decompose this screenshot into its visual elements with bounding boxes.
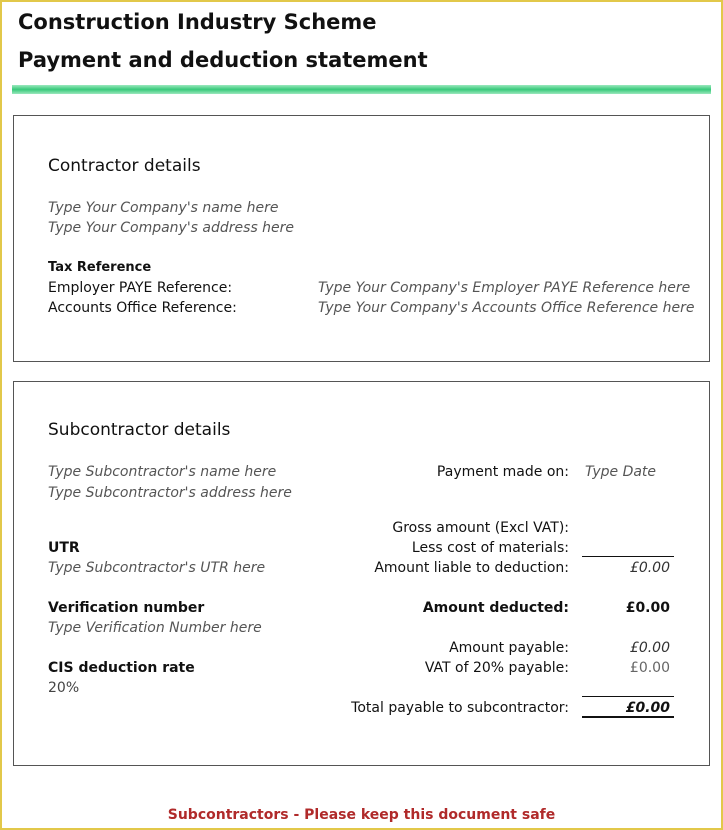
contractor-details-section (13, 115, 710, 362)
amount-payable-label: Amount payable: (449, 640, 569, 656)
subcontractor-details-section (13, 381, 710, 766)
amount-payable-value: £0.00 (629, 640, 670, 656)
subcontractor-address-field[interactable]: Type Subcontractor's address here (48, 485, 292, 501)
paye-reference-label: Employer PAYE Reference: (48, 280, 233, 296)
total-underline (582, 716, 674, 718)
company-address-field[interactable]: Type Your Company's address here (48, 220, 295, 236)
vat-payable-label: VAT of 20% payable: (424, 660, 569, 676)
liable-amount-value: £0.00 (629, 560, 670, 576)
vat-payable-value[interactable]: £0.00 (629, 660, 670, 676)
accounts-office-field[interactable]: Type Your Company's Accounts Office Reference here (318, 300, 695, 316)
payment-made-label: Payment made on: (436, 464, 569, 480)
amount-deducted-label: Amount deducted: (422, 600, 569, 616)
footer-notice: Subcontractors - Please keep this document safe (167, 807, 556, 823)
contractor-heading: Contractor details (48, 156, 201, 176)
materials-underline (582, 556, 674, 557)
company-name-field[interactable]: Type Your Company's name here (48, 200, 279, 216)
utr-label: UTR (48, 540, 80, 556)
utr-field[interactable]: Type Subcontractor's UTR here (48, 560, 266, 576)
payment-date-field[interactable]: Type Date (585, 464, 657, 480)
cis-rate-value[interactable]: 20% (48, 680, 80, 696)
total-payable-value: £0.00 (625, 700, 670, 716)
total-payable-label: Total payable to subcontractor: (351, 700, 569, 716)
page-title: Construction Industry Scheme (18, 10, 377, 34)
paye-reference-field[interactable]: Type Your Company's Employer PAYE Reference here (318, 280, 691, 296)
tax-reference-label: Tax Reference (48, 260, 152, 275)
page-subtitle: Payment and deduction statement (18, 48, 428, 72)
accent-bar (12, 85, 711, 94)
subcontractor-name-field[interactable]: Type Subcontractor's name here (48, 464, 277, 480)
materials-cost-label: Less cost of materials: (411, 540, 569, 556)
cis-rate-label: CIS deduction rate (48, 660, 195, 676)
verification-field[interactable]: Type Verification Number here (48, 620, 262, 636)
accounts-office-label: Accounts Office Reference: (48, 300, 237, 316)
total-top-line (582, 696, 674, 697)
subcontractor-heading: Subcontractor details (48, 420, 231, 440)
liable-amount-label: Amount liable to deduction: (374, 560, 569, 576)
verification-label: Verification number (48, 600, 205, 616)
amount-deducted-value: £0.00 (625, 600, 670, 616)
gross-amount-label: Gross amount (Excl VAT): (392, 520, 569, 536)
